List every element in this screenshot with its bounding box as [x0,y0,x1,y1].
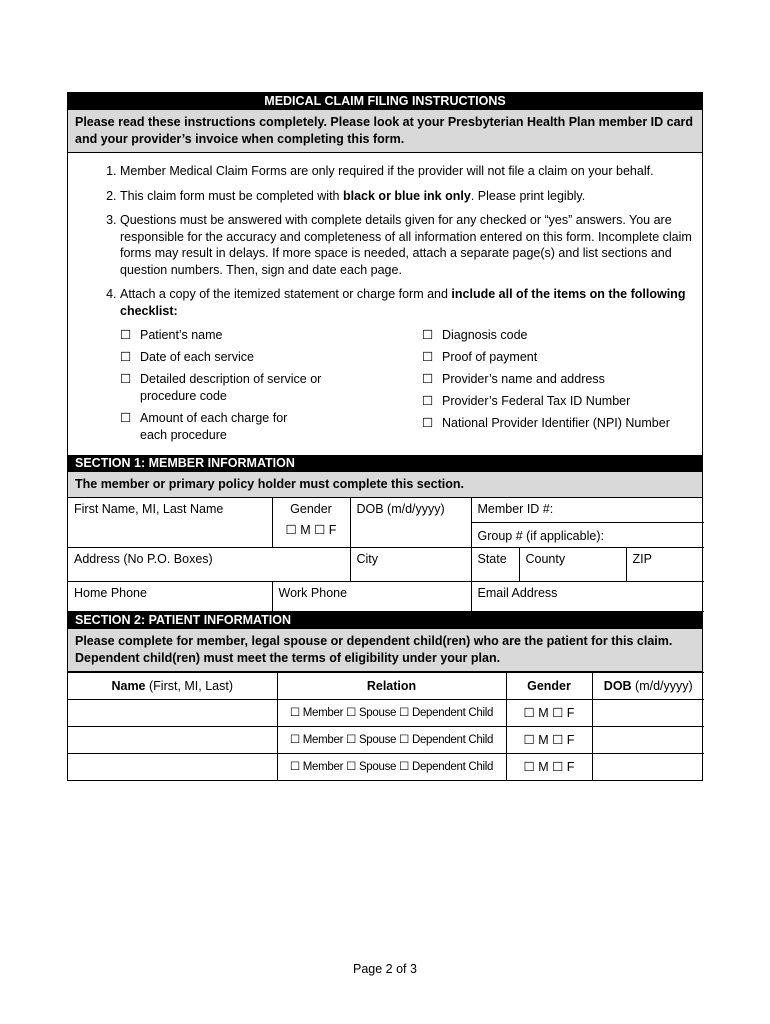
checklist-item[interactable]: ☐ Provider’s name and address [422,372,605,386]
checkbox-icon[interactable]: ☐ [120,411,132,425]
section1-title: SECTION 1: MEMBER INFORMATION [68,455,702,472]
gender-checkboxes[interactable]: ☐ M ☐ F [506,753,592,780]
patient-name-cell[interactable] [68,699,277,726]
col-dob-header: DOB (m/d/yyyy) [592,672,704,699]
instructions [68,153,702,455]
city-field[interactable]: City [350,547,471,581]
patient-row [68,726,704,753]
patient-name-cell[interactable] [68,753,277,780]
checklist-item[interactable]: ☐ Detailed description of service or procedure code [120,372,322,403]
checklist [96,327,694,449]
relation-checkboxes[interactable]: ☐ Member ☐ Spouse ☐ Dependent Child [277,726,506,753]
col-relation-header: Relation [277,672,506,699]
checkbox-icon[interactable]: ☐ [422,372,434,386]
checkbox-icon[interactable]: ☐ [422,350,434,364]
form-title: MEDICAL CLAIM FILING INSTRUCTIONS [68,93,702,110]
group-number-field[interactable]: Group # (if applicable): [471,522,704,547]
checklist-item[interactable]: ☐ Diagnosis code [422,328,528,342]
section2-title: SECTION 2: PATIENT INFORMATION [68,612,702,629]
claim-form [67,92,703,781]
gender-checkboxes[interactable]: ☐ M ☐ F [506,726,592,753]
relation-checkboxes[interactable]: ☐ Member ☐ Spouse ☐ Dependent Child [277,753,506,780]
member-dob-field[interactable]: DOB (m/d/yyyy) [350,498,471,547]
patient-row [68,753,704,780]
checklist-item[interactable]: ☐ Date of each service [120,350,254,364]
intro-text: Please read these instructions completely. Please look at your Presbyterian Health Plan member ID card and your provider’s invoice when completing this form. [68,110,702,153]
zip-field[interactable]: ZIP [626,547,704,581]
member-id-field[interactable]: Member ID #: [471,498,704,522]
member-gender-field[interactable]: Gender ☐ M ☐ F [272,498,350,547]
patient-dob-cell[interactable] [592,726,704,753]
checkbox-icon[interactable]: ☐ [120,328,132,342]
checklist-left [120,327,422,449]
patient-dob-cell[interactable] [592,753,704,780]
member-info-table [68,498,704,612]
work-phone-field[interactable]: Work Phone [272,581,471,611]
patient-info-table [68,672,704,780]
checklist-item[interactable]: ☐ Patient’s name [120,328,223,342]
state-field[interactable]: State [471,547,519,581]
address-field[interactable]: Address (No P.O. Boxes) [68,547,350,581]
checklist-right [422,327,670,449]
patient-row [68,699,704,726]
email-field[interactable]: Email Address [471,581,704,611]
checklist-item[interactable]: ☐ Proof of payment [422,350,538,364]
col-gender-header: Gender [506,672,592,699]
section2-note: Please complete for member, legal spouse or dependent child(ren) who are the patient for this claim. Dependent child(ren) must meet the terms of eligibility under your plan. [68,629,702,672]
county-field[interactable]: County [519,547,626,581]
patient-dob-cell[interactable] [592,699,704,726]
gender-checkboxes[interactable]: ☐ M ☐ F [285,523,337,537]
checkbox-icon[interactable]: ☐ [422,394,434,408]
checklist-item[interactable]: ☐ Provider’s Federal Tax ID Number [422,394,631,408]
col-name-header: Name (First, MI, Last) [68,672,277,699]
member-name-field[interactable]: First Name, MI, Last Name [68,498,272,547]
checkbox-icon[interactable]: ☐ [422,416,434,430]
instruction-1: 1. Member Medical Claim Forms are only required if the provider will not file a claim on your behalf. [120,163,694,180]
instruction-2: 2. This claim form must be completed with black or blue ink only. Please print legibly. [120,188,694,205]
instruction-3: 3. Questions must be answered with complete details given for any checked or “yes” answers. You are responsible for the accuracy and completeness of all information entered on this form. Incomplete claim forms may result in delays. If more space is needed, attach a separate page(s) and list sections and question numbers. Then, sign and date each page. [120,212,694,278]
home-phone-field[interactable]: Home Phone [68,581,272,611]
relation-checkboxes[interactable]: ☐ Member ☐ Spouse ☐ Dependent Child [277,699,506,726]
checkbox-icon[interactable]: ☐ [120,372,132,386]
patient-name-cell[interactable] [68,726,277,753]
page-number: Page 2 of 3 [353,962,417,976]
checkbox-icon[interactable]: ☐ [120,350,132,364]
instruction-4: 4. Attach a copy of the itemized statement or charge form and include all of the items on the following checklist: [120,286,694,319]
gender-checkboxes[interactable]: ☐ M ☐ F [506,699,592,726]
checklist-item[interactable]: ☐ National Provider Identifier (NPI) Number [422,416,670,430]
section1-note: The member or primary policy holder must complete this section. [68,472,702,498]
checkbox-icon[interactable]: ☐ [422,328,434,342]
checklist-item[interactable]: ☐ Amount of each charge for each procedure [120,411,288,442]
